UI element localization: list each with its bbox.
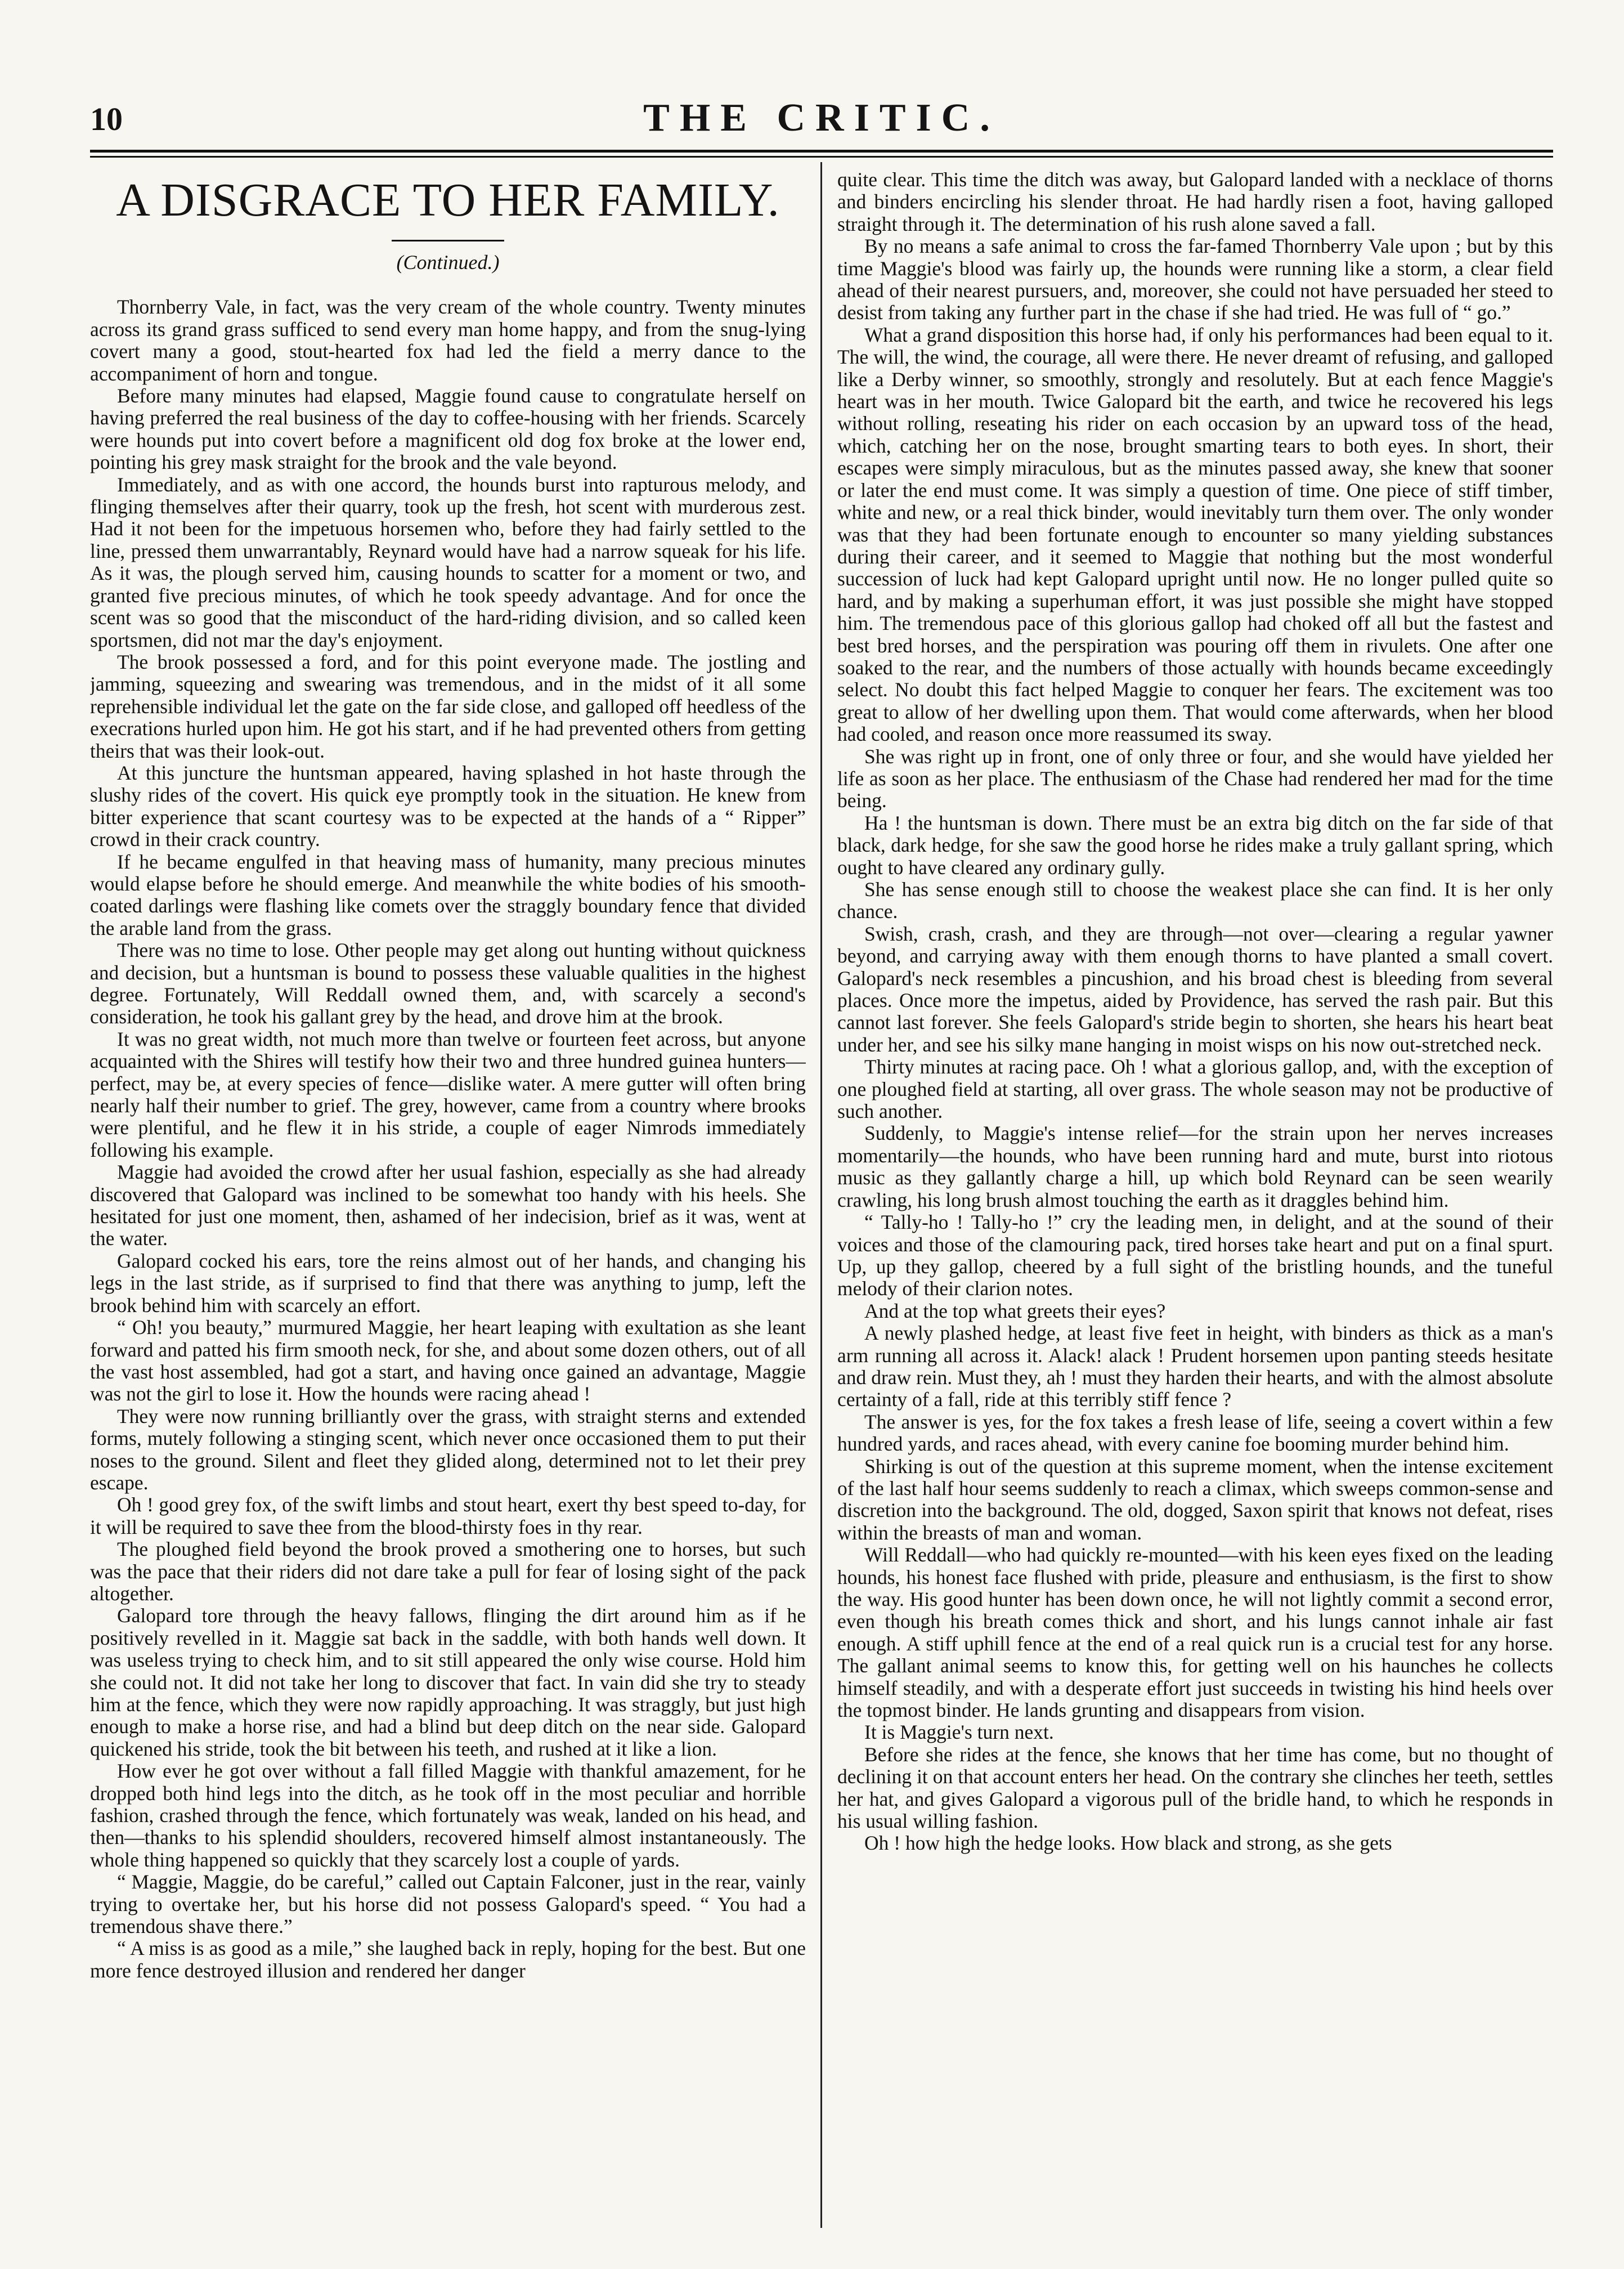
paragraph: “ Tally-ho ! Tally-ho !” cry the leading men, in delight, and at the sound of their voices and those of the clamouring pack, tired horses take heart and put on a final spurt. Up, up they gallop, cheered by a full sight of the bristling hounds, and the tuneful melody of their clarion notes. bbox=[837, 1211, 1553, 1300]
paragraph: Thirty minutes at racing pace. Oh ! what a glorious gallop, and, with the exception of one ploughed field at starting, all over grass. The whole season may not be productive of such another. bbox=[837, 1055, 1553, 1123]
paragraph: Ha ! the huntsman is down. There must be an extra big ditch on the far side of that black, dark hedge, for she saw the good horse he rides make a truly gallant spring, which ought to have cleared any ordinary gully. bbox=[837, 811, 1553, 879]
paragraph: They were now running brilliantly over the grass, with straight sterns and extended forms, mutely following a stinging scent, which never once occasioned them to put their noses to the ground. Silent and fleet they glided along, determined not to let their prey escape. bbox=[90, 1404, 806, 1494]
header-rule bbox=[90, 150, 1553, 158]
paragraph: And at the top what greets their eyes? bbox=[864, 1299, 1166, 1322]
paragraph: The ploughed field beyond the brook proved a smothering one to horses, but such was the pace that their riders did not dare take a pull for fear of losing sight of the pack altogether. bbox=[90, 1538, 806, 1605]
paragraph: Swish, crash, crash, and they are through—not over—clearing a regular yawner beyond, and carrying away with them enough thorns to have planted a small covert. Galopard's neck resembles a pincushion, and his broad chest is bleeding from several places. Once more the impetus, aided by Providence, has served the rash pair. But this cannot last forever. She feels Galopard's stride begin to shorten, she hears his heart beat under her, and see his silky mane hanging in moist wisps on his now out-stretched neck. bbox=[837, 922, 1553, 1056]
page-number: 10 bbox=[90, 101, 123, 137]
article-title: A DISGRACE TO HER FAMILY. bbox=[116, 174, 780, 226]
paragraph: She was right up in front, one of only three or four, and she would have yielded her life as soon as her place. The enthusiasm of the Chase had rendered her mad for the time being. bbox=[837, 745, 1553, 812]
title-rule bbox=[392, 240, 504, 241]
paragraph: A newly plashed hedge, at least five feet in height, with binders as thick as a man's arm running all across it. Alack! alack ! Prudent horsemen upon panting steeds hesitate and draw rein. Must they, ah ! must they harden their hearts, and with the almost absolute certainty of a fall, ride at this terribly stiff fence ? bbox=[837, 1322, 1553, 1411]
paragraph: How ever he got over without a fall filled Maggie with thankful amazement, for he dropped both hind legs into the ditch, as he took off in the most peculiar and horrible fashion, crashed through the fence, which fortunately was weak, landed on his head, and then—thanks to his splendid shoulders, recovered himself almost instantaneously. The whole thing happened so quickly that they scarcely lost a couple of yards. bbox=[90, 1760, 806, 1871]
paragraph-continuation: quite clear. This time the ditch was away, but Galopard landed with a necklace of thorns and binders encircling his slender throat. He had hardly risen a foot, having galloped straight through it. The determination of his rush alone saved a fall. bbox=[837, 169, 1553, 235]
paragraph: Will Reddall—who had quickly re-mounted—with his keen eyes fixed on the leading hounds, his honest face flushed with pride, pleasure and enthusiasm, is the first to show the way. His good hunter has been down once, he will not lightly commit a second error, even though his breath comes thick and short, and his lungs cannot inhale air fast enough. A stiff uphill fence at the end of a real quick run is a crucial test for any horse. The gallant animal seems to know this, for getting well on his haunches he collects himself steadily, and with a desperate effort just succeeds in twisting his hind heels over the topmost binder. He lands grunting and disappears from vision. bbox=[837, 1543, 1553, 1722]
newspaper-page bbox=[90, 96, 1553, 2229]
paragraph: The brook possessed a ford, and for this point everyone made. The jostling and jamming, squeezing and swearing was tremendous, and in the midst of it all some reprehensible individual let the gate on the far side close, and galloped off heedless of the execrations hurled upon him. He got his start, and if he had prevented others from getting theirs that was their look-out. bbox=[90, 650, 806, 762]
continued-label: (Continued.) bbox=[396, 251, 500, 274]
paragraph: It was no great width, not much more than twelve or fourteen feet across, but anyone acquainted with the Shires will testify how their two and three hundred guinea hunters—perfect, may be, at every species of fence—dislike water. A mere gutter will often bring nearly half their number to grief. The grey, however, came from a country where brooks were plentiful, and he flew it in his stride, a couple of eager Nimrods immediately following his example. bbox=[90, 1027, 806, 1161]
paragraph: Galopard tore through the heavy fallows, flinging the dirt around him as if he positively revelled in it. Maggie sat back in the saddle, with both hands well down. It was useless trying to check him, and to sit still appeared the only wise course. Hold him she could not. It did not take her long to discover that fact. In vain did she try to steady him at the fence, which they were now rapidly approaching. It was straggly, but just high enough to make a horse rise, and had a blind but deep ditch on the near side. Galopard quickened his stride, took the bit between his teeth, and rushed at it like a lion. bbox=[90, 1604, 806, 1760]
left-column bbox=[90, 169, 806, 2229]
paragraph: If he became engulfed in that heaving mass of humanity, many precious minutes would elapse before he should emerge. And meanwhile the white bodies of his smooth-coated darlings were flashing like comets over the straggly boundary fence that divided the arable land from the grass. bbox=[90, 850, 806, 939]
paragraph: Before she rides at the fence, she knows that her time has come, but no thought of declining it on that account enters her head. On the contrary she clinches her teeth, settles her hat, and gives Galopard a vigorous pull of the bridle hand, to which he responds in his usual willing fashion. bbox=[837, 1743, 1553, 1833]
paragraph: What a grand disposition this horse had, if only his performances had been equal to it. The will, the wind, the courage, all were there. He never dreamt of refusing, and galloped like a Derby winner, so smoothly, strongly and resolutely. But at each fence Maggie's heart was in her mouth. Twice Galopard bit the earth, and twice he recovered his legs without rolling, reseating his rider on each occasion by an upward toss of the head, which, catching her on the nose, brought smarting tears to both eyes. In short, their escapes were simply miraculous, but as the minutes passed away, she knew that sooner or later the end must come. It was simply a question of time. One piece of stiff timber, white and new, or a real thick binder, would inevitably turn them over. The only wonder was that they had been fortunate enough to encounter so many yielding substances during their career, and it seemed to Maggie that nothing but the most wonderful succession of luck had kept Galopard upright until now. He no longer pulled quite so hard, and by making a superhuman effort, it was just possible she might have stopped him. The tremendous pace of this glorious gallop had choked off all but the fastest and best bred horses, and the perspiration was pouring off them in rivulets. One after one soaked to the rear, and the numbers of those actually with hounds became exceedingly select. No doubt this fact helped Maggie to conquer her fears. The excitement was too great to allow of her dwelling upon them. That would come afterwards, when her blood had cooled, and reason once more reassumed its sway. bbox=[837, 323, 1553, 746]
paragraph: Shirking is out of the question at this supreme moment, when the intense excitement of the last half hour seems suddenly to reach a climax, which sweeps common-sense and discretion into the background. The old, dogged, Saxon spirit that knows not defeat, rises within the breasts of man and woman. bbox=[837, 1455, 1553, 1544]
masthead bbox=[90, 96, 1553, 146]
paragraph: Suddenly, to Maggie's intense relief—for the strain upon her nerves increases momentarily—the hounds, who have been running hard and mute, burst into riotous music as they gallantly charge a hill, up which bold Reynard can be seen wearily crawling, his long brush almost touching the earth as it draggles behind him. bbox=[837, 1122, 1553, 1211]
paragraph: Oh ! how high the hedge looks. How black and strong, as she gets bbox=[864, 1832, 1392, 1855]
paragraph: “ Oh! you beauty,” murmured Maggie, her heart leaping with exultation as she leant forward and patted his firm smooth neck, for she, and about some dozen others, out of all the vast host assembled, had got a start, and having once gained an advantage, Maggie was not the girl to lose it. How the hounds were racing ahead ! bbox=[90, 1316, 806, 1406]
paragraph: “ Maggie, Maggie, do be careful,” called out Captain Falconer, just in the rear, vainly trying to overtake her, but his horse did not possess Galopard's speed. “ You had a tremendous shave there.” bbox=[90, 1870, 806, 1938]
paragraph: Immediately, and as with one accord, the hounds burst into rapturous melody, and flinging themselves after their quarry, took up the fresh, hot scent with murderous zest. Had it not been for the impetuous horsemen who, before they had fairly settled to the line, pressed them unwarrantably, Reynard would have had a narrow squeak for his life. As it was, the plough served him, causing hounds to scatter for a moment or two, and granted five precious minutes, of which he took speedy advantage. And for once the scent was so good that the misconduct of the hard-riding division, and so called keen sportsmen, did not mar the day's enjoyment. bbox=[90, 473, 806, 651]
paragraph: The answer is yes, for the fox takes a fresh lease of life, seeing a covert within a few hundred yards, and races ahead, with every canine foe booming murder behind him. bbox=[837, 1410, 1553, 1456]
right-column bbox=[837, 169, 1553, 2229]
paragraph: She has sense enough still to choose the weakest place she can find. It is her only chance. bbox=[837, 878, 1553, 923]
paragraph: Galopard cocked his ears, tore the reins almost out of her hands, and changing his legs in the last stride, as if surprised to find that there was anything to jump, left the brook behind him with scarcely an effort. bbox=[90, 1249, 806, 1317]
paragraph: It is Maggie's turn next. bbox=[864, 1721, 1054, 1744]
column-divider bbox=[820, 162, 822, 2228]
paragraph: Oh ! good grey fox, of the swift limbs and stout heart, exert thy best speed to-day, for it will be required to save thee from the blood-thirsty foes in thy rear. bbox=[90, 1493, 806, 1538]
paragraph: Thornberry Vale, in fact, was the very cream of the whole country. Twenty minutes across its grand grass sufficed to send every man home happy, and from the snug-lying covert many a good, stout-hearted fox had led the field a merry dance to the accompaniment of horn and tongue. bbox=[90, 296, 806, 385]
paragraph: Maggie had avoided the crowd after her usual fashion, especially as she had already discovered that Galopard was inclined to be somewhat too handy with his heels. She hesitated for just one moment, then, ashamed of her indecision, brief as it was, went at the water. bbox=[90, 1161, 806, 1250]
journal-title: THE CRITIC. bbox=[643, 96, 1000, 140]
paragraph: At this juncture the huntsman appeared, having splashed in hot haste through the slushy rides of the covert. His quick eye promptly took in the situation. He knew from bitter experience that scant courtesy was to be expected at the hands of a “ Ripper” crowd in their crack country. bbox=[90, 761, 806, 851]
paragraph: “ A miss is as good as a mile,” she laughed back in reply, hoping for the best. But one more fence destroyed illusion and rendered her danger bbox=[90, 1937, 806, 1982]
paragraph: Before many minutes had elapsed, Maggie found cause to congratulate herself on having preferred the real business of the day to coffee-housing with her friends. Scarcely were hounds put into covert before a magnificent old dog fox broke at the lower end, pointing his grey mask straight for the brook and the vale beyond. bbox=[90, 384, 806, 474]
paragraph: By no means a safe animal to cross the far-famed Thornberry Vale upon ; but by this time Maggie's blood was fairly up, the hounds were running like a storm, a clear field ahead of their nearest pursuers, and, moreover, she could not have persuaded her steed to desist from taking any further part in the chase if she had tried. He was full of “ go.” bbox=[837, 235, 1553, 324]
paragraph: There was no time to lose. Other people may get along out hunting without quickness and decision, but a huntsman is bound to possess these valuable qualities in the highest degree. Fortunately, Will Reddall owned them, and, with scarcely a second's consideration, he took his gallant grey by the head, and drove him at the brook. bbox=[90, 939, 806, 1028]
